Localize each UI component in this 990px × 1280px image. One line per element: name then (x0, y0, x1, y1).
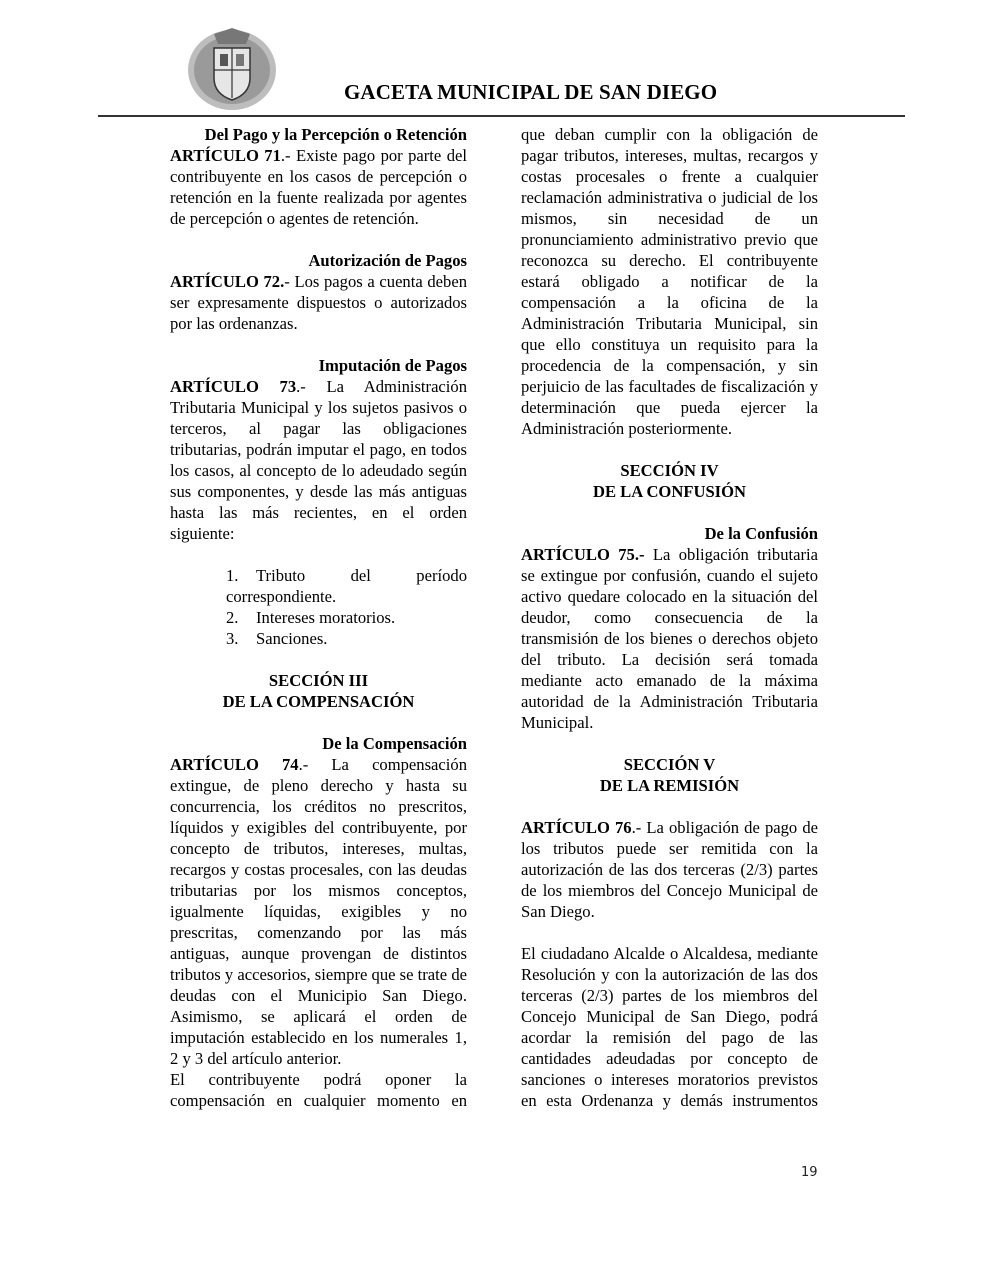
article-72 (170, 271, 467, 334)
right-column (521, 124, 818, 1111)
article-75 (521, 544, 818, 733)
heading-autorizacion-pagos: Autorización de Pagos (308, 251, 467, 270)
heading-imputacion-pagos: Imputación de Pagos (318, 356, 467, 375)
list-number: 1. (226, 566, 239, 585)
article-74-continued-text: que deban cumplir con la obligación de pagar tributos, intereses, multas, recargos y costas procesales o frente a cualquier reclamación administrativa o judicial de los mismos, sin necesidad de un pronunciamiento administrativo previo que reconozca su derecho. El contribuyente estará obligado a notificar de la compensación a la oficina de la Administración Tributaria Municipal, sin que ello constituya un requisito para la procedencia de la compensación, y sin perjuicio de las facultades de fiscalización y determinación que pueda ejercer la Administración posteriormente. (521, 125, 818, 438)
list-number: 2. (226, 608, 239, 627)
section-title: SECCIÓN III (268, 671, 369, 690)
imputation-order-list (170, 565, 467, 649)
list-number: 3. (226, 629, 239, 648)
article-label: ARTÍCULO 74 (170, 755, 299, 774)
left-column (170, 124, 467, 1111)
article-74 (170, 754, 467, 1069)
header-divider (98, 115, 905, 117)
list-item (226, 565, 467, 607)
heading-confusion: De la Confusión (704, 524, 818, 543)
article-text: .- La obligación de pago de los tributos puede ser remitida con la autorización de las dos terceras (2/3) partes de los miembros del Concejo Municipal de San Diego. (521, 818, 819, 921)
page-title: GACETA MUNICIPAL DE SAN DIEGO (344, 80, 718, 104)
article-74-continuation: El contribuyente podrá oponer la compensación en cualquier momento en (170, 1070, 467, 1110)
article-73 (170, 376, 467, 544)
article-text: .- Existe pago por parte del contribuyente en los casos de percepción o retención en la fuente realizada por agentes de percepción o agentes de retención. (170, 146, 467, 228)
article-label: ARTÍCULO 71 (170, 146, 281, 165)
list-text: Intereses moratorios. (256, 608, 396, 627)
section-subtitle: DE LA REMISIÓN (599, 776, 740, 795)
list-item (226, 628, 467, 649)
list-item (226, 607, 467, 628)
article-text: - Los pagos a cuenta deben ser expresamente dispuestos o autorizados por las ordenanzas. (170, 272, 467, 333)
article-text: .- La Administración Tributaria Municipal y los sujetos pasivos o terceros, al pagar las obligaciones tributarias, podrán imputar el pago, en todos los casos, al concepto de lo adeudado según sus componentes, y desde las más antiguas hasta las más recientes, en el orden siguiente: (170, 377, 468, 543)
article-76-paragraph-2: El ciudadano Alcalde o Alcaldesa, mediante Resolución y con la autorización de las dos terceras (2/3) partes de los miembros del Concejo Municipal de San Diego, podrá acordar la remisión del pago de las cantidades adeudadas por concepto de sanciones o intereses moratorios previstos en esta Ordenanza y demás instrumentos (521, 944, 818, 1110)
section-title: SECCIÓN V (623, 755, 716, 774)
section-title: SECCIÓN IV (620, 461, 719, 480)
article-label: ARTÍCULO 72. (170, 272, 285, 291)
article-label: ARTÍCULO 76 (521, 818, 632, 837)
article-76 (521, 817, 818, 922)
page-number: 19 (801, 1165, 818, 1180)
list-text: Sanciones. (256, 629, 328, 648)
section-subtitle: DE LA COMPENSACIÓN (222, 692, 415, 711)
heading-compensacion: De la Compensación (322, 734, 467, 753)
coat-of-arms-seal (184, 26, 280, 112)
heading-pago-percepcion: Del Pago y la Percepción o Retención (204, 125, 467, 144)
article-label: ARTÍCULO 75.- (521, 545, 645, 564)
article-text: La obligación tributaria se extingue por confusión, cuando el sujeto activo quedare colocado en la situación del deudor, como consecuencia de la transmisión de los bienes o derechos objeto del tributo. La decisión será tomada mediante acto emanado de la máxima autoridad de la Administración Tributaria Municipal. (521, 545, 818, 732)
list-text: Tributo del período correspondiente. (226, 566, 467, 606)
article-label: ARTÍCULO 73 (170, 377, 297, 396)
section-subtitle: DE LA CONFUSIÓN (592, 482, 747, 501)
article-71 (170, 145, 467, 229)
article-text: .- La compensación extingue, de pleno derecho y hasta su concurrencia, los créditos no prescritos, líquidos y exigibles del contribuyente, por concepto de tributos, intereses, multas, recargos y costas procesales, con las deudas tributarias por los mismos conceptos, igualmente líquidas, exigibles y no prescritas, comenzando por las más antiguas, aunque provengan de distintos tributos y accesorios, siempre que se trate de deudas con el Municipio San Diego. Asimismo, se aplicará el orden de imputación establecido en los numerales 1, 2 y 3 del artículo anterior. (170, 755, 467, 1068)
